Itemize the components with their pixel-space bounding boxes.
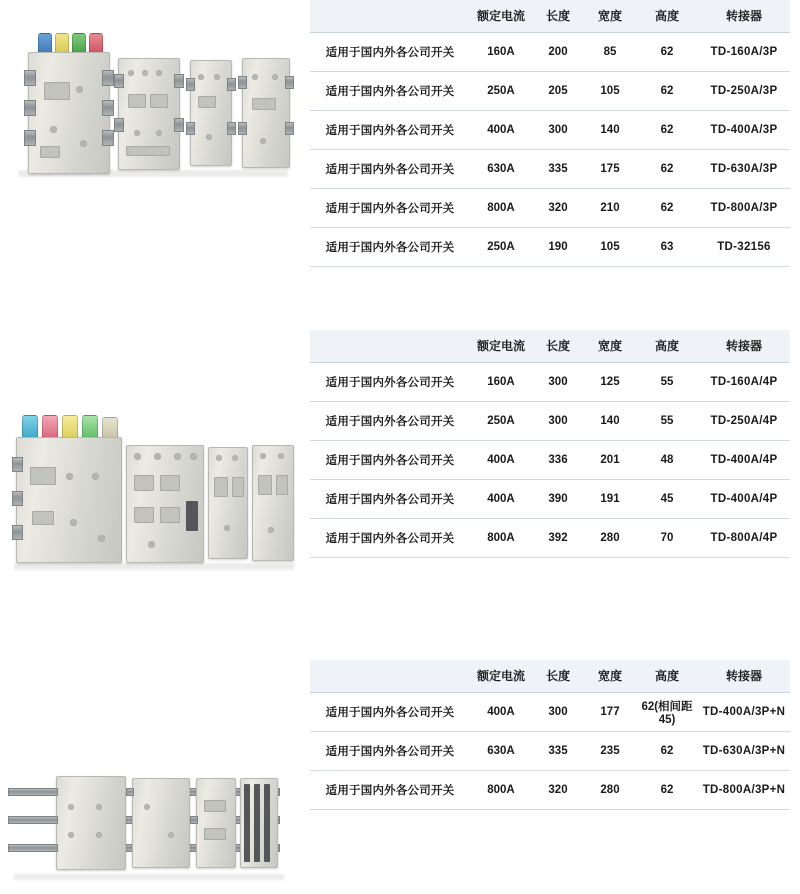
cell-current: 250A — [470, 71, 532, 110]
cell-height: 62 — [636, 71, 698, 110]
cell-width: 140 — [584, 110, 636, 149]
cell-adapter: TD-32156 — [698, 227, 790, 266]
table-row — [310, 188, 790, 227]
cell-width: 140 — [584, 401, 636, 440]
phase-cap-green — [82, 415, 98, 439]
cell-height: 55 — [636, 362, 698, 401]
th-width: 宽度 — [584, 330, 636, 362]
table-row — [310, 692, 790, 731]
cell-adapter: TD-160A/4P — [698, 362, 790, 401]
product-photo-3pn-adapters — [0, 660, 310, 810]
table-row — [310, 227, 790, 266]
cell-width: 201 — [584, 440, 636, 479]
spec-table-3pn-container — [310, 660, 800, 810]
cell-height: 45 — [636, 479, 698, 518]
cell-description: 适用于国内外各公司开关 — [310, 362, 470, 401]
phase-cap-cyan — [22, 415, 38, 439]
table-row — [310, 362, 790, 401]
cell-current: 250A — [470, 227, 532, 266]
cell-adapter: TD-160A/3P — [698, 32, 790, 71]
cell-description: 适用于国内外各公司开关 — [310, 188, 470, 227]
cell-adapter: TD-630A/3P — [698, 149, 790, 188]
cell-description: 适用于国内外各公司开关 — [310, 227, 470, 266]
cell-width: 280 — [584, 770, 636, 809]
cell-current: 800A — [470, 188, 532, 227]
th-height: 高度 — [636, 0, 698, 32]
cell-adapter: TD-250A/4P — [698, 401, 790, 440]
table-row — [310, 440, 790, 479]
th-adapter: 转接器 — [698, 0, 790, 32]
cell-width: 175 — [584, 149, 636, 188]
cell-description: 适用于国内外各公司开关 — [310, 518, 470, 557]
cell-adapter: TD-250A/3P — [698, 71, 790, 110]
cell-current: 400A — [470, 692, 532, 731]
cell-adapter: TD-400A/4P — [698, 479, 790, 518]
cell-height: 62 — [636, 188, 698, 227]
th-length: 长度 — [532, 330, 584, 362]
cell-current: 630A — [470, 149, 532, 188]
cell-description: 适用于国内外各公司开关 — [310, 110, 470, 149]
cell-current: 160A — [470, 362, 532, 401]
cell-length: 190 — [532, 227, 584, 266]
cell-height: 62 — [636, 32, 698, 71]
cell-length: 200 — [532, 32, 584, 71]
table-row — [310, 518, 790, 557]
cell-width: 105 — [584, 227, 636, 266]
cell-length: 300 — [532, 692, 584, 731]
cell-current: 160A — [470, 32, 532, 71]
cell-adapter: TD-630A/3P+N — [698, 731, 790, 770]
cell-height: 62(相间距45) — [636, 692, 698, 731]
spec-table-3p-container — [310, 0, 800, 267]
cell-length: 205 — [532, 71, 584, 110]
cell-height: 62 — [636, 770, 698, 809]
cell-description: 适用于国内外各公司开关 — [310, 770, 470, 809]
cell-description: 适用于国内外各公司开关 — [310, 32, 470, 71]
table-row — [310, 71, 790, 110]
spec-table-4p-container — [310, 330, 800, 558]
cell-current: 800A — [470, 518, 532, 557]
cell-adapter: TD-400A/3P — [698, 110, 790, 149]
th-height: 高度 — [636, 660, 698, 692]
cell-width: 177 — [584, 692, 636, 731]
th-width: 宽度 — [584, 660, 636, 692]
cell-current: 250A — [470, 401, 532, 440]
cell-width: 280 — [584, 518, 636, 557]
cell-description: 适用于国内外各公司开关 — [310, 479, 470, 518]
cell-current: 630A — [470, 731, 532, 770]
table-header-row — [310, 0, 790, 32]
th-length: 长度 — [532, 0, 584, 32]
th-rated-current: 额定电流 — [470, 0, 532, 32]
cell-current: 800A — [470, 770, 532, 809]
table-row — [310, 731, 790, 770]
cell-length: 300 — [532, 401, 584, 440]
cell-description: 适用于国内外各公司开关 — [310, 71, 470, 110]
cell-width: 85 — [584, 32, 636, 71]
cell-current: 400A — [470, 440, 532, 479]
cell-current: 400A — [470, 110, 532, 149]
cell-length: 392 — [532, 518, 584, 557]
cell-length: 335 — [532, 731, 584, 770]
cell-height: 55 — [636, 401, 698, 440]
spec-table-4p — [310, 330, 790, 558]
cell-description: 适用于国内外各公司开关 — [310, 440, 470, 479]
th-description — [310, 660, 470, 692]
table-header-row — [310, 660, 790, 692]
cell-adapter: TD-800A/3P+N — [698, 770, 790, 809]
cell-width: 125 — [584, 362, 636, 401]
th-height: 高度 — [636, 330, 698, 362]
th-adapter: 转接器 — [698, 660, 790, 692]
table-header-row — [310, 330, 790, 362]
cell-length: 336 — [532, 440, 584, 479]
cell-description: 适用于国内外各公司开关 — [310, 692, 470, 731]
spec-table-3p — [310, 0, 790, 267]
th-description — [310, 330, 470, 362]
th-description — [310, 0, 470, 32]
cell-width: 191 — [584, 479, 636, 518]
cell-height: 62 — [636, 731, 698, 770]
table-row — [310, 110, 790, 149]
cell-description: 适用于国内外各公司开关 — [310, 401, 470, 440]
cell-width: 210 — [584, 188, 636, 227]
th-width: 宽度 — [584, 0, 636, 32]
cell-adapter: TD-800A/4P — [698, 518, 790, 557]
phase-cap-yellow — [62, 415, 78, 439]
cell-current: 400A — [470, 479, 532, 518]
product-photo-4p-adapters — [0, 330, 310, 558]
th-rated-current: 额定电流 — [470, 660, 532, 692]
phase-cap-pink — [42, 415, 58, 439]
phase-cap-beige — [102, 417, 118, 439]
cell-adapter: TD-800A/3P — [698, 188, 790, 227]
spec-table-3pn — [310, 660, 790, 810]
cell-length: 300 — [532, 362, 584, 401]
th-rated-current: 额定电流 — [470, 330, 532, 362]
cell-length: 320 — [532, 188, 584, 227]
cell-height: 48 — [636, 440, 698, 479]
cell-height: 70 — [636, 518, 698, 557]
cell-height: 62 — [636, 149, 698, 188]
cell-description: 适用于国内外各公司开关 — [310, 731, 470, 770]
table-row — [310, 149, 790, 188]
cell-length: 335 — [532, 149, 584, 188]
table-row — [310, 770, 790, 809]
cell-length: 390 — [532, 479, 584, 518]
cell-width: 235 — [584, 731, 636, 770]
cell-length: 300 — [532, 110, 584, 149]
cell-adapter: TD-400A/3P+N — [698, 692, 790, 731]
product-section-3pn — [0, 660, 800, 810]
cell-adapter: TD-400A/4P — [698, 440, 790, 479]
th-adapter: 转接器 — [698, 330, 790, 362]
product-section-4p — [0, 330, 800, 558]
product-photo-3p-adapters — [0, 0, 310, 267]
table-row — [310, 479, 790, 518]
cell-height: 62 — [636, 110, 698, 149]
product-section-3p — [0, 0, 800, 267]
table-row — [310, 32, 790, 71]
cell-length: 320 — [532, 770, 584, 809]
table-row — [310, 401, 790, 440]
th-length: 长度 — [532, 660, 584, 692]
cell-description: 适用于国内外各公司开关 — [310, 149, 470, 188]
cell-height: 63 — [636, 227, 698, 266]
cell-width: 105 — [584, 71, 636, 110]
